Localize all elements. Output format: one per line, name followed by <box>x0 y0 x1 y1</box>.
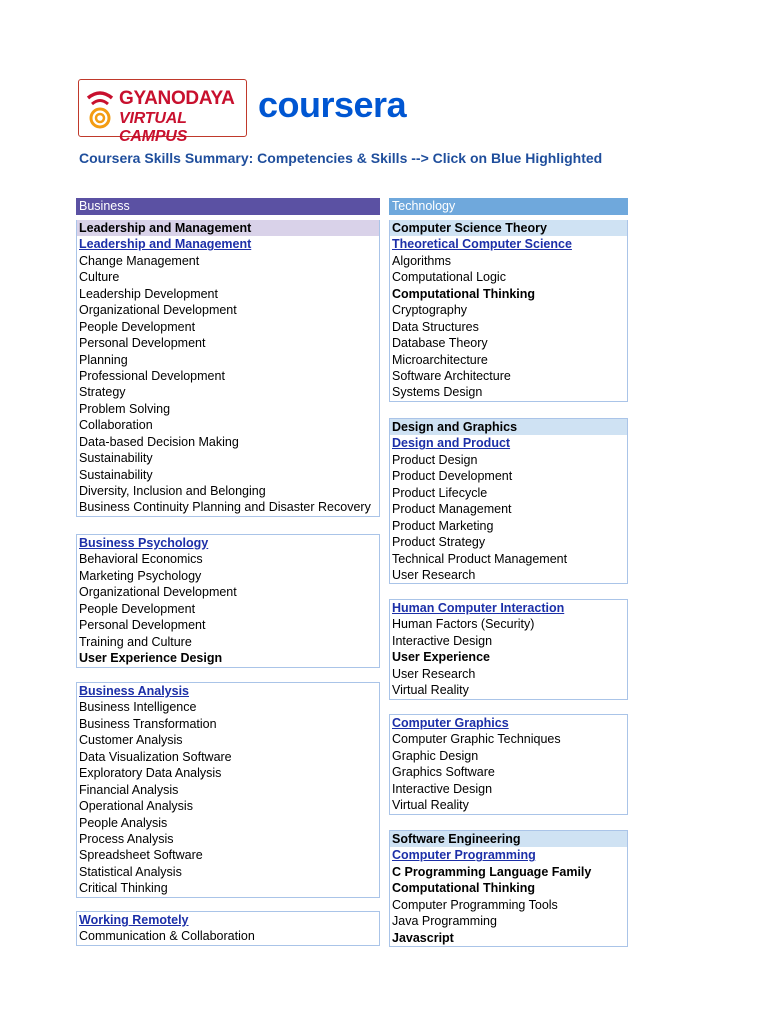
right-group-2 <box>389 599 628 700</box>
skill-item: Financial Analysis <box>79 782 179 797</box>
skill-item: Diversity, Inclusion and Belonging <box>79 484 266 498</box>
skill-item: Marketing Psychology <box>79 568 202 583</box>
skill-item: Computer Graphic Techniques <box>392 732 561 747</box>
right-group-3 <box>389 714 628 815</box>
logo-line-2: VIRTUAL CAMPUS <box>119 110 188 145</box>
skill-item: User Experience Design <box>79 651 223 666</box>
skill-item: Problem Solving <box>79 401 171 416</box>
skill-item: Algorithms <box>392 253 452 268</box>
skill-item: Systems Design <box>392 385 483 400</box>
left-group-3 <box>76 911 380 946</box>
skill-item: Operational Analysis <box>79 799 193 814</box>
skill-item: Java Programming <box>392 914 497 929</box>
skill-item: Customer Analysis <box>79 733 183 748</box>
skill-item: Product Development <box>392 469 513 484</box>
skill-item: Computational Thinking <box>392 286 536 301</box>
skill-item: Exploratory Data Analysis <box>79 766 222 781</box>
right-group-1 <box>389 418 628 584</box>
skill-item: Product Management <box>392 502 512 517</box>
coursera-logo: coursera <box>258 84 407 125</box>
skill-link[interactable]: Computer Programming <box>392 848 536 863</box>
skill-item: Collaboration <box>79 418 153 433</box>
skill-link[interactable]: Working Remotely <box>79 913 189 927</box>
skill-item: Behavioral Economics <box>79 552 203 567</box>
skill-item: Interactive Design <box>392 633 493 648</box>
skill-item: Graphic Design <box>392 748 479 763</box>
skill-item: Virtual Reality <box>392 683 469 698</box>
skill-item: Strategy <box>79 385 126 400</box>
technology-header: Technology <box>389 198 628 215</box>
skill-item: Business Transformation <box>79 716 217 731</box>
left-group-2 <box>76 682 380 898</box>
skill-item: Technical Product Management <box>392 551 568 566</box>
skill-item: People Development <box>79 601 196 616</box>
skill-item: Microarchitecture <box>392 352 488 367</box>
skill-link[interactable]: Design and Product <box>392 436 511 451</box>
skill-item: Personal Development <box>79 618 206 633</box>
logo-line-1: GYANODAYA <box>119 88 235 109</box>
gyanodaya-logo <box>78 79 247 145</box>
skill-link[interactable]: Business Psychology <box>79 536 209 550</box>
summary-title: Coursera Skills Summary: Competencies & Skills --> Click on Blue Highlighted <box>79 150 603 166</box>
category-heading: Leadership and Management <box>77 220 379 236</box>
skill-item: Graphics Software <box>392 765 495 780</box>
skill-link[interactable]: Business Analysis <box>79 684 190 698</box>
skill-item: Change Management <box>79 253 200 268</box>
business-header: Business <box>76 198 380 215</box>
category-heading: Software Engineering <box>390 831 627 847</box>
skill-item: Personal Development <box>79 336 206 351</box>
skill-item: Computational Logic <box>392 270 506 285</box>
skill-item: Javascript <box>392 930 454 945</box>
left-group-0 <box>76 220 380 517</box>
skill-item: Virtual Reality <box>392 798 469 813</box>
skill-item: Spreadsheet Software <box>79 848 203 863</box>
skill-item: Communication & Collaboration <box>79 929 255 944</box>
skill-item: Software Architecture <box>392 368 511 383</box>
category-heading: Computer Science Theory <box>390 220 627 236</box>
skill-item: Organizational Development <box>79 585 237 600</box>
skill-link[interactable]: Leadership and Management <box>79 237 252 252</box>
skill-item: Culture <box>79 270 120 285</box>
skill-item: User Research <box>392 666 476 681</box>
skill-item: C Programming Language Family <box>392 864 592 879</box>
skill-item: Product Marketing <box>392 518 494 533</box>
gyanodaya-emblem-icon <box>85 86 115 132</box>
skill-item: Training and Culture <box>79 634 192 649</box>
skill-item: Sustainability <box>79 467 153 482</box>
skill-item: Sustainability <box>79 451 153 466</box>
skill-item: User Experience <box>392 650 490 665</box>
skill-item: Data Structures <box>392 319 479 334</box>
skill-item: Data Visualization Software <box>79 749 232 764</box>
skill-item: Critical Thinking <box>79 881 168 896</box>
right-group-4 <box>389 830 628 947</box>
right-group-0 <box>389 220 628 402</box>
skill-item: Interactive Design <box>392 781 493 796</box>
skill-item: Database Theory <box>392 336 488 351</box>
skill-item: Statistical Analysis <box>79 864 182 879</box>
skill-item: Process Analysis <box>79 831 174 846</box>
skill-item: Business Intelligence <box>79 700 197 715</box>
skill-item: Organizational Development <box>79 303 237 318</box>
skill-item: Data-based Decision Making <box>79 434 239 449</box>
skill-item: Planning <box>79 352 128 367</box>
skill-item: Product Strategy <box>392 535 486 550</box>
skill-item: Human Factors (Security) <box>392 617 535 632</box>
skill-link[interactable]: Human Computer Interaction <box>392 601 565 615</box>
left-group-1 <box>76 534 380 668</box>
skill-item: People Analysis <box>79 815 168 830</box>
skill-item: People Development <box>79 319 196 334</box>
skill-link[interactable]: Computer Graphics <box>392 716 509 730</box>
skill-item: Product Lifecycle <box>392 485 488 500</box>
skill-item: Computer Programming Tools <box>392 897 558 912</box>
skill-item: User Research <box>392 567 476 582</box>
category-heading: Design and Graphics <box>390 419 627 435</box>
skill-item: Product Design <box>392 452 478 467</box>
skill-link[interactable]: Theoretical Computer Science <box>392 237 572 252</box>
skill-item: Professional Development <box>79 368 225 383</box>
skill-item: Computational Thinking <box>392 881 536 896</box>
skill-item: Cryptography <box>392 303 468 318</box>
skill-item: Business Continuity Planning and Disaster Recovery <box>79 500 371 515</box>
skill-item: Leadership Development <box>79 286 218 301</box>
